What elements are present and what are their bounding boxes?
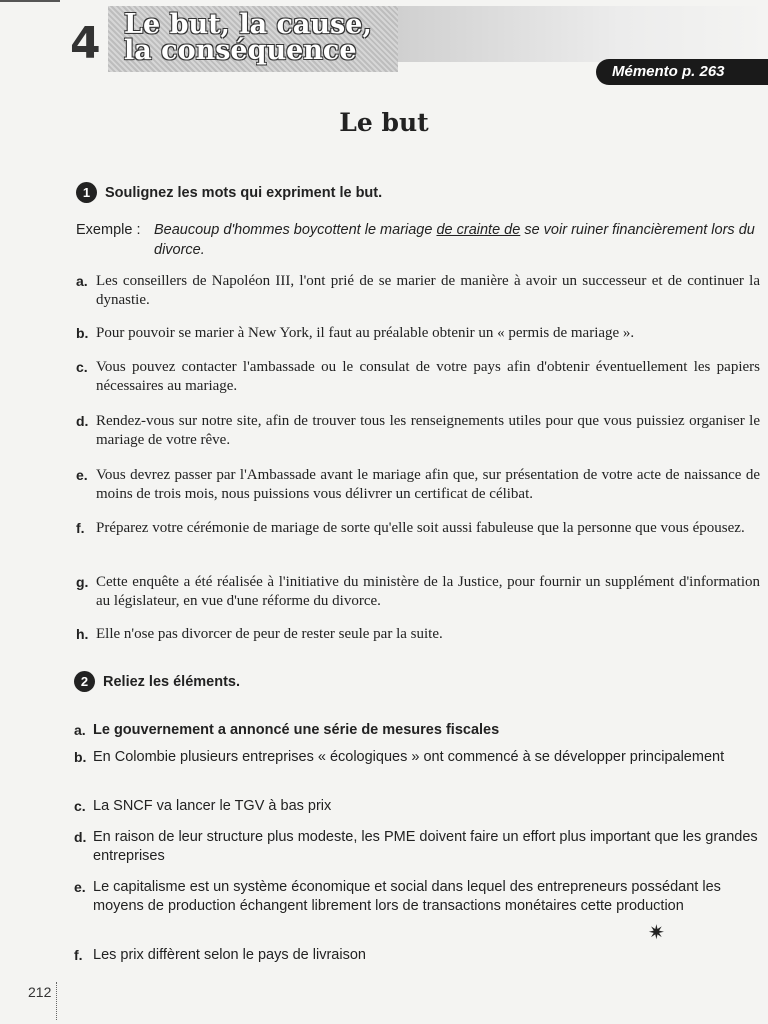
exercise-1-heading	[76, 182, 382, 203]
exercise-2-item-c	[74, 797, 760, 816]
exercise-1-item-c	[76, 358, 760, 396]
item-letter: e.	[76, 467, 88, 483]
exercise-1-item-b	[76, 324, 760, 343]
memento-reference: Mémento p. 263	[596, 59, 768, 85]
item-letter: h.	[76, 626, 89, 642]
exercise-1-instruction: Soulignez les mots qui expriment le but.	[105, 184, 383, 201]
example-text-after: se voir ruiner financièrement lors du divorce.	[154, 222, 755, 258]
item-text: Rendez-vous sur notre site, afin de trouver tous les renseignements utiles pour que vous puissiez organiser le mariage de votre rêve.	[96, 413, 760, 448]
chapter-title-line2: la conséquence	[124, 35, 357, 66]
chapter-number: 4	[70, 18, 101, 69]
exercise-2-number-badge: 2	[74, 671, 95, 692]
exercise-2-item-e	[74, 878, 760, 916]
item-text: Le gouvernement a annoncé une série de mesures fiscales	[93, 722, 500, 738]
ink-speck: ✷	[648, 922, 665, 944]
page-number: 212	[28, 984, 52, 1000]
item-text: Pour pouvoir se marier à New York, il faut au préalable obtenir un « permis de mariage ».	[96, 325, 635, 341]
item-text: La SNCF va lancer le TGV à bas prix	[93, 798, 332, 814]
exercise-2-item-b	[74, 748, 760, 767]
item-text: Les conseillers de Napoléon III, l'ont prié de se marier de manière à avoir un successeur et de continuer la dynastie.	[96, 273, 760, 308]
item-letter: c.	[76, 359, 88, 375]
exercise-1-number-badge: 1	[76, 182, 97, 203]
exercise-1-item-a	[76, 272, 760, 310]
item-letter: d.	[76, 413, 89, 429]
exercise-2-instruction: Reliez les éléments.	[103, 673, 241, 690]
exercise-2-item-d	[74, 828, 760, 866]
exercise-1-item-e	[76, 466, 760, 504]
page-number-rule	[56, 982, 58, 1020]
chapter-title	[124, 9, 372, 66]
example-label: Exemple :	[76, 222, 141, 238]
item-text: Le capitalisme est un système économique et social dans lequel des entrepreneurs possédant les moyens de production échangent librement lors de transactions monétaires cette production	[93, 879, 721, 914]
exercise-2-item-a	[74, 721, 760, 740]
example-text	[154, 220, 760, 260]
item-text: Préparez votre cérémonie de mariage de sorte qu'elle soit aussi fabuleuse que la personne que vous épousez.	[96, 520, 745, 536]
item-letter: f.	[76, 520, 85, 536]
item-text: Elle n'ose pas divorcer de peur de rester seule par la suite.	[96, 626, 443, 642]
item-letter: c.	[74, 798, 86, 814]
chapter-title-line1: Le but, la cause,	[124, 9, 372, 40]
exercise-1-item-f	[76, 519, 760, 538]
item-text: En Colombie plusieurs entreprises « écologiques » ont commencé à se développer principalement	[93, 749, 725, 765]
item-letter: a.	[74, 722, 86, 738]
item-text: En raison de leur structure plus modeste, les PME doivent faire un effort plus important que les grandes entreprises	[93, 829, 758, 864]
item-text: Vous pouvez contacter l'ambassade ou le consulat de votre pays afin d'obtenir éventuellement les papiers nécessaires au mariage.	[96, 359, 760, 394]
exercise-1-item-h	[76, 625, 760, 644]
example-text-before: Beaucoup d'hommes boycottent le mariage	[154, 222, 437, 238]
item-letter: g.	[76, 574, 89, 590]
item-letter: d.	[74, 829, 87, 845]
item-letter: e.	[74, 879, 86, 895]
item-letter: a.	[76, 273, 88, 289]
item-text: Les prix diffèrent selon le pays de livraison	[93, 947, 366, 963]
exercise-1-item-d	[76, 412, 760, 450]
item-letter: b.	[74, 749, 87, 765]
section-title: Le but	[339, 108, 429, 137]
item-letter: b.	[76, 325, 89, 341]
exercise-2-heading	[74, 671, 240, 692]
exercise-1-item-g	[76, 573, 760, 611]
top-rule	[0, 0, 60, 2]
exercise-1-example	[76, 220, 760, 260]
item-letter: f.	[74, 947, 83, 963]
banner-fade	[398, 6, 768, 62]
item-text: Vous devrez passer par l'Ambassade avant le mariage afin que, sur présentation de votre acte de naissance de moins de trois mois, nous puissions vous délivrer un certificat de célibat.	[96, 467, 760, 502]
exercise-2-item-f	[74, 946, 760, 965]
item-text: Cette enquête a été réalisée à l'initiative du ministère de la Justice, pour fournir un supplément d'information au législateur, en vue d'une réforme du divorce.	[96, 574, 760, 609]
example-underlined-words: de crainte de	[436, 222, 521, 238]
